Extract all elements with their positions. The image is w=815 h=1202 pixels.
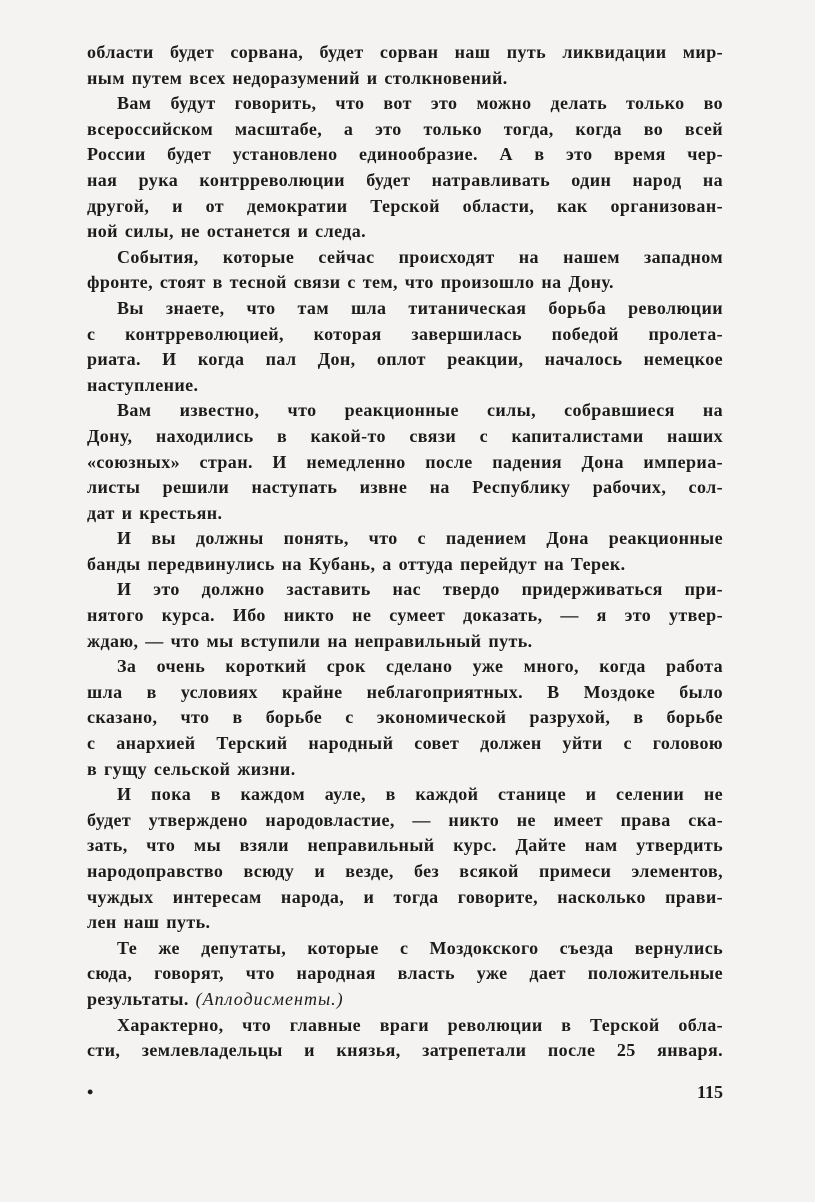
stage-remark: (Аплодисменты.) — [195, 988, 344, 1009]
paragraph — [87, 936, 723, 1013]
line-text: Вам известно, что реакционные силы, собравшиеся на — [117, 400, 723, 421]
line-text: нятого курса. Ибо никто не сумеет доказать, — я это утвер- — [87, 605, 723, 626]
text-line — [87, 450, 723, 476]
line-text: листы решили наступать извне на Республику рабочих, сол- — [87, 477, 723, 498]
line-text: народоправство всюду и везде, без всякой примеси элементов, — [87, 861, 723, 881]
text-line — [87, 526, 723, 552]
line-text: ной силы, не останется и следа. — [87, 221, 367, 242]
text-line — [87, 219, 723, 245]
line-text: ждаю, — что мы вступили на неправильный путь. — [87, 630, 533, 651]
text-line — [87, 424, 723, 450]
text-line — [87, 373, 723, 399]
line-text: зать, что мы взяли неправильный курс. Дайте нам утвердить — [87, 835, 723, 856]
line-text: Дону, находились в какой-то связи с капиталистами наших — [87, 425, 723, 446]
text-line — [87, 475, 723, 501]
paragraph — [87, 398, 723, 526]
text-line — [87, 654, 723, 680]
paragraph — [87, 577, 723, 654]
paragraph — [87, 40, 723, 91]
text-line — [87, 577, 723, 603]
text-line — [87, 322, 723, 348]
line-text: сти, землевладельцы и князья, затрепетали после 25 января. — [87, 1040, 723, 1061]
text-line — [87, 961, 723, 987]
text-line — [87, 168, 723, 194]
line-text: в гущу сельской жизни. — [87, 758, 296, 779]
text-line — [87, 808, 723, 834]
text-line — [87, 833, 723, 859]
line-text: России будет установлено единообразие. А в это время чер- — [87, 144, 723, 165]
line-text: с анархией Терский народный совет должен уйти с головою — [87, 733, 723, 754]
page-number: 115 — [696, 1082, 723, 1102]
text-line — [87, 987, 723, 1013]
line-text: «союзных» стран. И немедленно после падения Дона империа- — [87, 451, 723, 472]
paragraph — [87, 91, 723, 245]
text-line — [87, 910, 723, 936]
line-text: Вы знаете, что там шла титаническая борьба революции — [117, 297, 723, 318]
text-line — [87, 91, 723, 117]
text-line — [87, 731, 723, 757]
line-text: сюда, говорят, что народная власть уже дает положительные — [87, 963, 723, 984]
paragraph — [87, 296, 723, 398]
text-line — [87, 296, 723, 322]
line-text: Вам будут говорить, что вот это можно делать только во — [117, 93, 723, 114]
text-line — [87, 885, 723, 911]
text-line — [87, 603, 723, 629]
line-text: всероссийском масштабе, а это только тогда, когда во всей — [87, 118, 723, 139]
text-line — [87, 40, 723, 66]
paragraph — [87, 782, 723, 936]
text-line — [87, 705, 723, 731]
text-line — [87, 782, 723, 808]
text-line — [87, 66, 723, 92]
text-line — [87, 398, 723, 424]
text-line — [87, 859, 723, 885]
paragraph — [87, 654, 723, 782]
text-line — [87, 1038, 723, 1064]
paragraph — [87, 1013, 723, 1064]
line-text: наступление. — [87, 374, 199, 395]
text-line — [87, 501, 723, 527]
text-line — [87, 270, 723, 296]
paragraph — [87, 526, 723, 577]
line-text: другой, и от демократии Терской области, как организован- — [87, 195, 723, 216]
text-line — [87, 680, 723, 706]
text-line — [87, 117, 723, 143]
text-line — [87, 1013, 723, 1039]
signature-mark: • — [87, 1082, 94, 1102]
line-text: События, которые сейчас происходят на нашем западном — [117, 246, 723, 267]
text-line — [87, 552, 723, 578]
line-text: чуждых интересам народа, и тогда говорите, насколько прави- — [87, 886, 723, 907]
line-text: риата. И когда пал Дон, оплот реакции, началось немецкое — [87, 349, 723, 370]
text-line — [87, 936, 723, 962]
text-line — [87, 757, 723, 783]
text-line — [87, 629, 723, 655]
line-text: банды передвинулись на Кубань, а оттуда перейдут на Терек. — [87, 553, 626, 574]
line-text: фронте, стоят в тесной связи с тем, что произошло на Дону. — [87, 272, 614, 293]
line-text: области будет сорвана, будет сорван наш путь ликвидации мир- — [87, 42, 723, 62]
line-text: лен наш путь. — [87, 912, 211, 933]
line-text: Те же депутаты, которые с Моздокского съезда вернулись — [117, 937, 723, 958]
line-text: дат и крестьян. — [87, 502, 223, 523]
line-text: За очень короткий срок сделано уже много, когда работа — [117, 656, 723, 677]
line-text: И это должно заставить нас твердо придерживаться при- — [117, 579, 723, 600]
text-line — [87, 194, 723, 220]
line-text: Характерно, что главные враги революции в Терской обла- — [117, 1014, 723, 1035]
paragraph — [87, 245, 723, 296]
line-text: будет утверждено народовластие, — никто не имеет права ска- — [87, 809, 723, 830]
text-line — [87, 347, 723, 373]
line-text: с контрреволюцией, которая завершилась победой пролета- — [87, 323, 723, 344]
line-text: ная рука контрреволюции будет натравливать один народ на — [87, 169, 723, 190]
line-text: результаты. — [87, 988, 196, 1009]
line-text: ным путем всех недоразумений и столкновений. — [87, 67, 508, 88]
page-footer — [87, 1082, 723, 1106]
text-line — [87, 245, 723, 271]
text-line — [87, 142, 723, 168]
page-body — [87, 40, 723, 1064]
line-text: И пока в каждом ауле, в каждой станице и селении не — [117, 784, 723, 805]
line-text: сказано, что в борьбе с экономической разрухой, в борьбе — [87, 707, 723, 728]
line-text: шла в условиях крайне неблагоприятных. В Моздоке было — [87, 681, 723, 702]
line-text: И вы должны понять, что с падением Дона реакционные — [117, 528, 723, 549]
